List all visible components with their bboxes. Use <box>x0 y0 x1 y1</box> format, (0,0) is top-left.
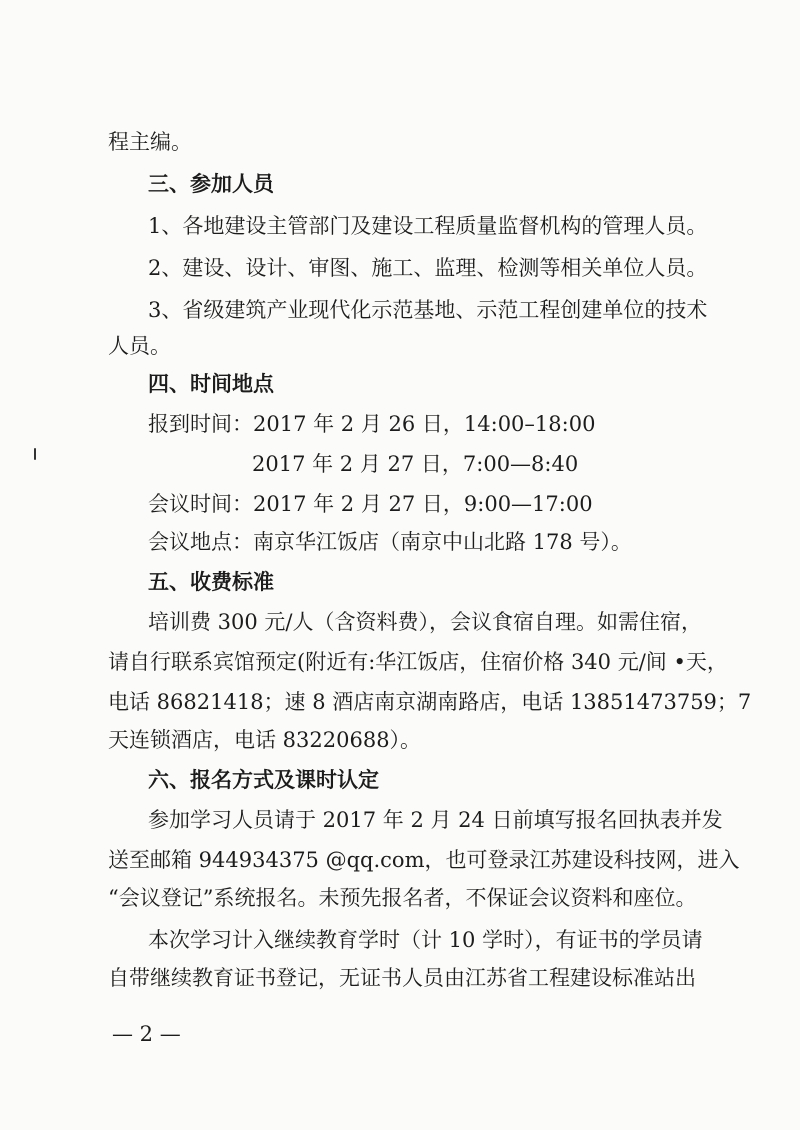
text-line: 会议地点：南京华江饭店（南京中山北路 178 号）。 <box>148 530 632 554</box>
section-heading: 三、参加人员 <box>148 172 274 196</box>
text-line: 培训费 300 元/人（含资料费），会议食宿自理。如需住宿， <box>148 610 703 634</box>
text-line: 3、省级建筑产业现代化示范基地、示范工程创建单位的技术 <box>148 298 708 322</box>
page-number: — 2 — <box>112 1022 181 1046</box>
text-line: “会议登记”系统报名。未预先报名者，不保证会议资料和座位。 <box>108 886 697 910</box>
text-line: 报到时间：2017 年 2 月 26 日，14:00–18:00 <box>148 412 596 436</box>
section-heading: 五、收费标准 <box>148 570 274 594</box>
text-line: 本次学习计入继续教育学时（计 10 学时），有证书的学员请 <box>148 928 703 952</box>
text-line: 人员。 <box>108 334 171 358</box>
text-line: 参加学习人员请于 2017 年 2 月 24 日前填写报名回执表并发 <box>148 808 723 832</box>
section-heading: 六、报名方式及课时认定 <box>148 768 379 792</box>
text-line: 自带继续教育证书登记，无证书人员由江苏省工程建设标准站出 <box>108 966 696 990</box>
scan-speck <box>34 448 36 460</box>
text-line: 1、各地建设主管部门及建设工程质量监督机构的管理人员。 <box>148 214 708 238</box>
text-line: 程主编。 <box>108 130 192 154</box>
text-line: 送至邮箱 944934375 @qq.com，也可登录江苏建设科技网，进入 <box>108 848 740 872</box>
text-line: 请自行联系宾馆预定(附近有:华江饭店，住宿价格 340 元/间 •天， <box>108 650 728 674</box>
text-line: 电话 86821418；速 8 酒店南京湖南路店，电话 13851473759；7 <box>108 690 752 714</box>
text-line: 会议时间：2017 年 2 月 27 日，9:00—17:00 <box>148 492 593 516</box>
text-line: 2、建设、设计、审图、施工、监理、检测等相关单位人员。 <box>148 256 708 280</box>
text-line: 天连锁酒店，电话 83220688）。 <box>108 728 422 752</box>
text-line: 2017 年 2 月 27 日，7:00—8:40 <box>252 452 579 476</box>
section-heading: 四、时间地点 <box>148 372 274 396</box>
